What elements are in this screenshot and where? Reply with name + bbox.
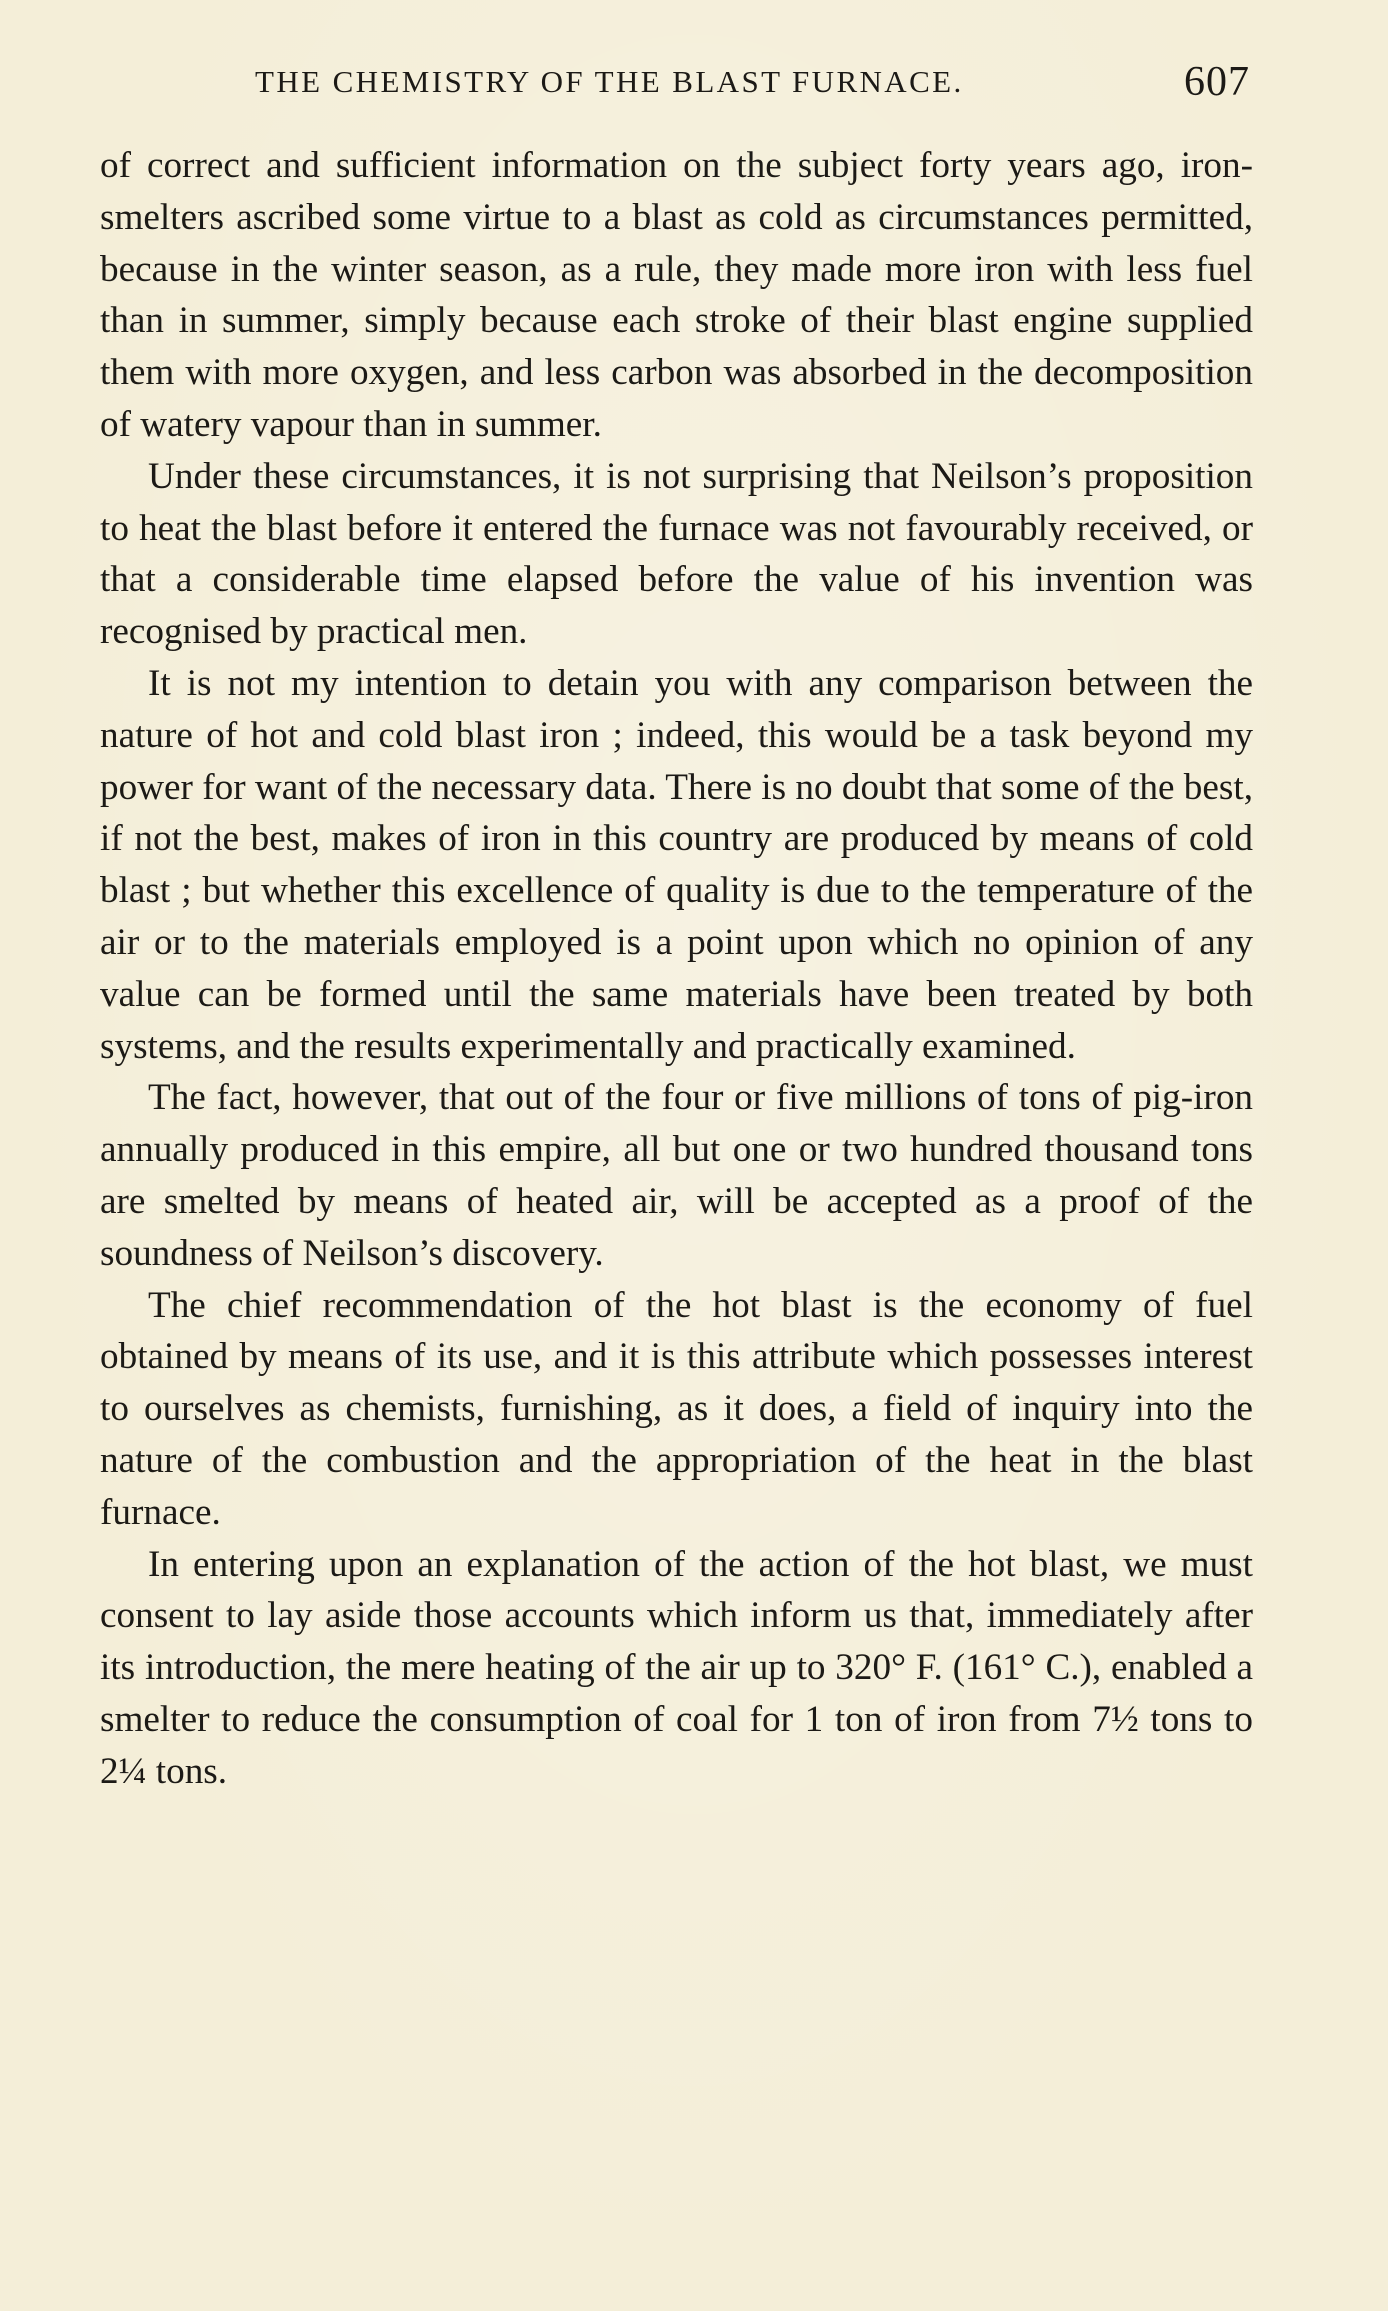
paragraph: It is not my intention to detain you with any comparison between the nature of hot and cold blast iron ; indeed, this would be a task beyond my power for want of the necessary data. There is no doubt that some of the best, if not the best, makes of iron in this country are produced by means of cold blast ; but whether this excellence of quality is due to the temperature of the air or to the materials employed is a point upon which no opinion of any value can be formed until the same materials have been treated by both systems, and the results experimentally and practically examined. — [100, 662, 1253, 1067]
running-title: THE CHEMISTRY OF THE BLAST FURNACE. — [255, 64, 964, 99]
paragraph: The chief recommendation of the hot blast is the economy of fuel obtained by means of its use, and it is this attribute which possesses interest to ourselves as chemists, furnishing, as it does, a field of inquiry into the nature of the combustion and the appropriation of the heat in the blast furnace. — [100, 1284, 1253, 1533]
paragraph: In entering upon an explanation of the action of the hot blast, we must consent to lay aside those accounts which inform us that, immediately after its introduction, the mere heating of the air up to 320° F. (161° C.), enabled a smelter to reduce the consumption of coal for 1 ton of iron from 7½ tons to 2¼ tons. — [100, 1543, 1253, 1792]
running-head — [100, 58, 1250, 108]
body-text — [100, 140, 1253, 1798]
paragraph: The fact, however, that out of the four or five millions of tons of pig-iron annually produced in this empire, all but one or two hundred thousand tons are smelted by means of heated air, will be accepted as a proof of the soundness of Neilson’s discovery. — [100, 1077, 1253, 1274]
page-number: 607 — [1184, 59, 1250, 105]
paragraph: Under these circumstances, it is not surprising that Neilson’s proposition to heat the blast before it entered the furnace was not favourably received, or that a considerable time elapsed before the value of his invention was recognised by practical men. — [100, 455, 1253, 653]
paragraph-continuation: of correct and sufficient information on the subject forty years ago, iron-smelters ascribed some virtue to a blast as cold as circumstances permitted, because in the winter season, as a rule, they made more iron with less fuel than in summer, simply because each stroke of their blast engine supplied them with more oxygen, and less carbon was absorbed in the decomposition of watery vapour than in summer. — [100, 145, 1253, 445]
